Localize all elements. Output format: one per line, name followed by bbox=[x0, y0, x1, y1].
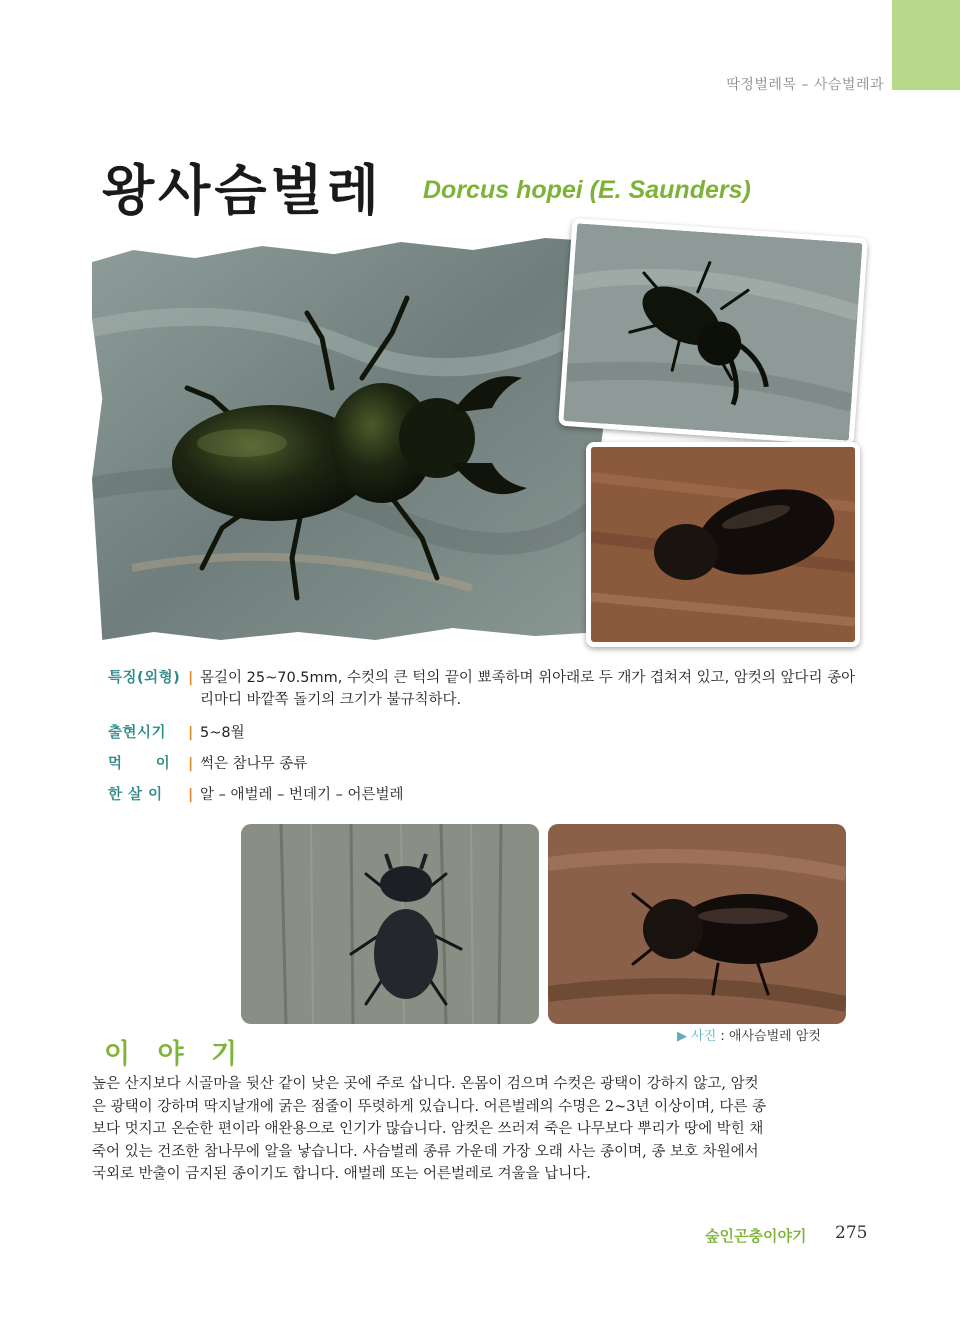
female-beetle-caption-photo bbox=[548, 824, 846, 1024]
info-separator: | bbox=[188, 787, 194, 803]
info-value-appearance-line2: 리마디 바깥쪽 돌기의 크기가 불규칙하다. bbox=[200, 692, 462, 708]
info-label-lifecycle: 한 살 이 bbox=[108, 787, 163, 803]
corner-tab bbox=[892, 0, 960, 90]
female-beetle-on-wood-photo bbox=[586, 442, 860, 647]
beetle-on-wooden-plank-photo bbox=[241, 824, 539, 1024]
story-line: 죽어 있는 건조한 참나무에 알을 낳습니다. 사슴벌레 종류 가운데 가장 오래 사는 종이며, 종 보호 차원에서 bbox=[92, 1143, 759, 1160]
main-male-beetle-photo bbox=[92, 238, 607, 640]
info-separator: | bbox=[188, 670, 194, 686]
story-line: 보다 멋지고 온순한 편이라 애완용으로 인기가 많습니다. 암컷은 쓰러져 죽은 나무보다 뿌리가 땅에 박힌 채 bbox=[92, 1121, 764, 1137]
story-line: 국외로 반출이 금지된 종이기도 합니다. 애벌레 또는 어른벌레로 겨울을 납니다. bbox=[92, 1166, 591, 1182]
info-label-season: 출현시기 bbox=[108, 725, 167, 741]
info-value-lifecycle: 알 – 애벌레 – 번데기 – 어른벌레 bbox=[200, 787, 404, 803]
page-number: 275 bbox=[835, 1223, 868, 1243]
info-separator: | bbox=[188, 756, 194, 772]
info-label-food: 먹 이 bbox=[108, 756, 171, 772]
caption-text: : 애사슴벌레 암컷 bbox=[720, 1029, 821, 1044]
category-header: 딱정벌레목 – 사슴벌레과 bbox=[726, 77, 884, 93]
story-line: 높은 산지보다 시골마을 뒷산 같이 낮은 곳에 주로 삽니다. 온몸이 검으며 수컷은 광택이 강하지 않고, 암컷 bbox=[92, 1076, 759, 1092]
caption-label: 사진 bbox=[691, 1029, 717, 1044]
caption-marker-icon: ▶ bbox=[677, 1029, 687, 1044]
info-value-season: 5~8월 bbox=[200, 725, 245, 741]
species-scientific-name: Dorcus hopei (E. Saunders) bbox=[423, 176, 751, 204]
species-korean-name: 왕사슴벌레 bbox=[102, 158, 383, 222]
footer-brand: 숲인곤충이야기 bbox=[705, 1227, 807, 1245]
info-separator: | bbox=[188, 725, 194, 741]
story-line: 은 광택이 강하며 딱지날개에 굵은 점줄이 뚜렷하게 있습니다. 어른벌레의 수명은 2~3년 이상이며, 다른 종 bbox=[92, 1098, 767, 1115]
story-body bbox=[92, 1073, 850, 1186]
info-label-appearance: 특징(외형) bbox=[108, 670, 181, 686]
male-beetle-on-bark-photo bbox=[558, 218, 868, 446]
photo-caption bbox=[677, 1025, 821, 1044]
story-heading: 이 야 기 bbox=[104, 1039, 247, 1070]
info-value-food: 썩은 참나무 종류 bbox=[200, 756, 308, 772]
info-value-appearance-line1: 몸길이 25~70.5mm, 수컷의 큰 턱의 끝이 뾰족하며 위아래로 두 개가 겹쳐져 있고, 암컷의 앞다리 종아 bbox=[200, 670, 856, 686]
